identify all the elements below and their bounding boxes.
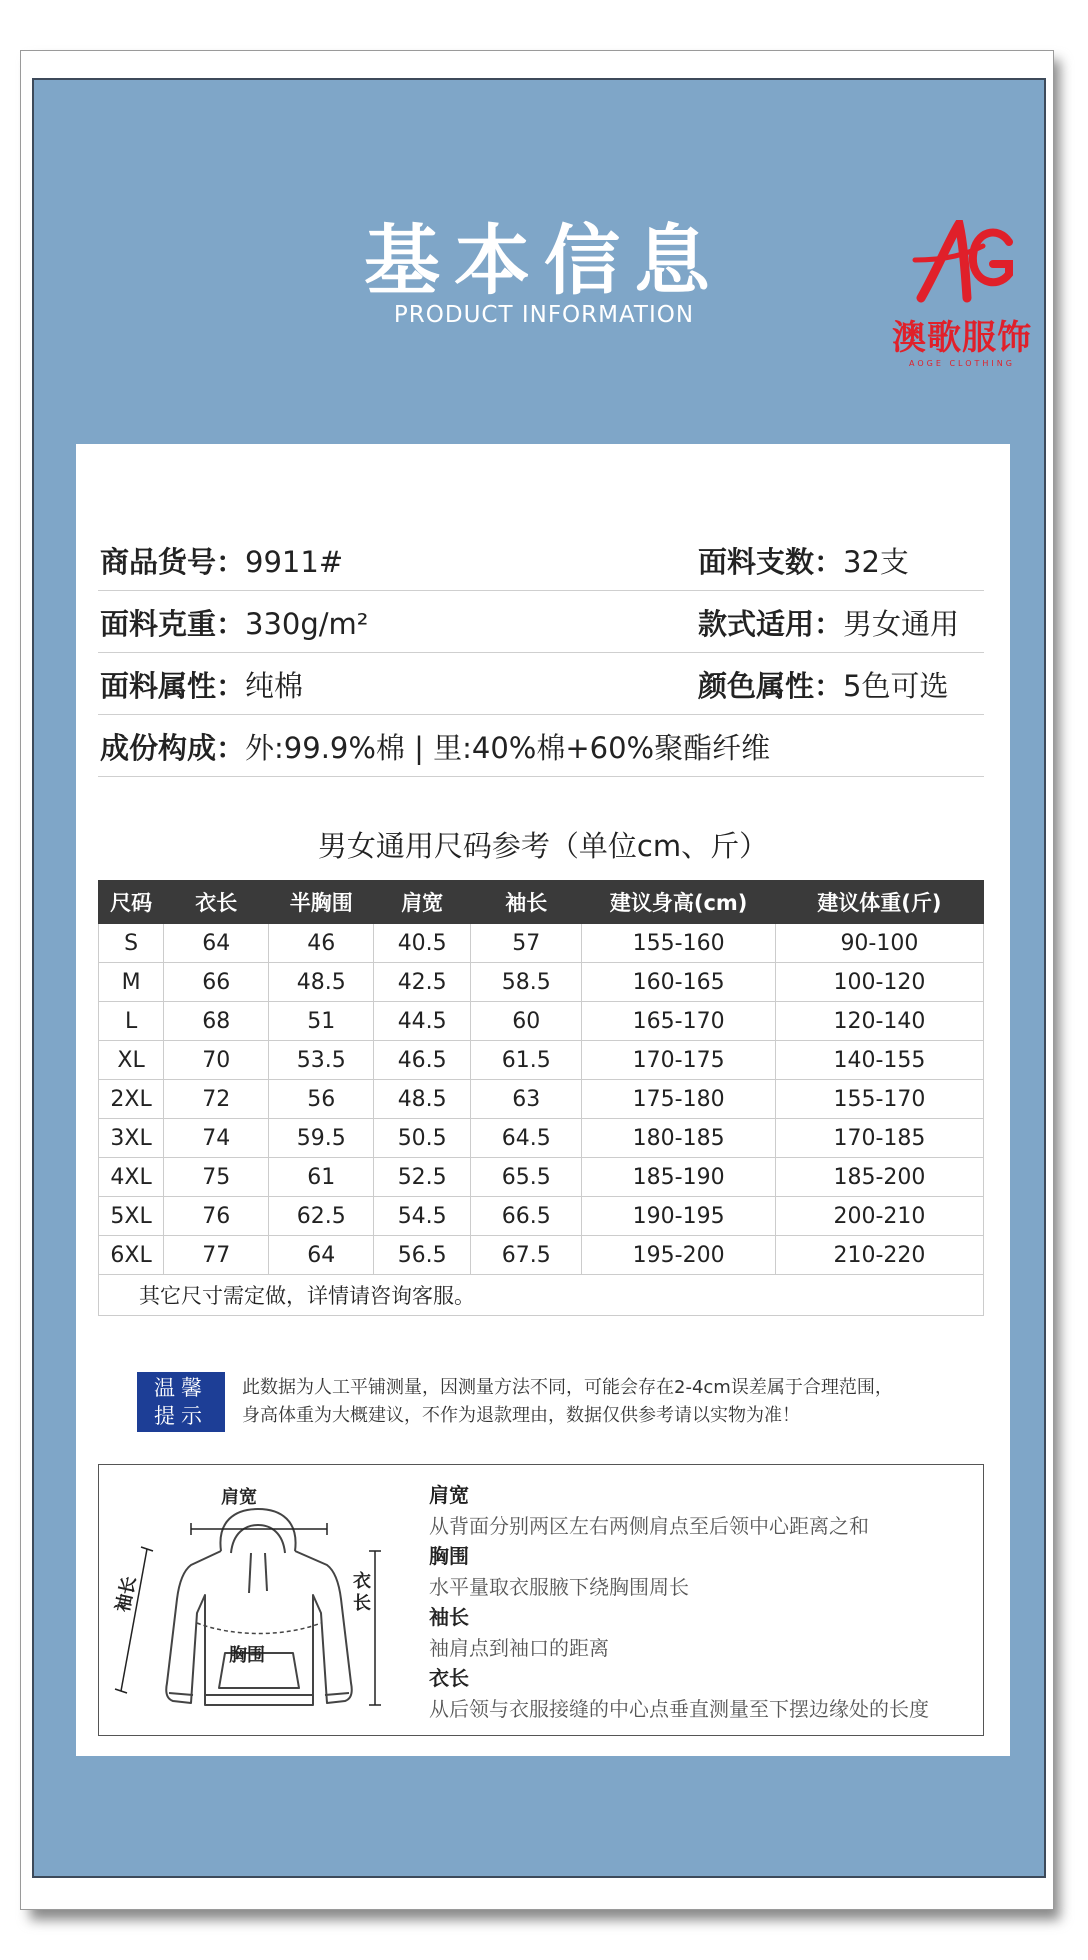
table-cell: 57 [471, 924, 582, 963]
table-cell: 67.5 [471, 1236, 582, 1275]
table-cell: 200-210 [775, 1197, 983, 1236]
table-cell: 60 [471, 1002, 582, 1041]
measurement-guide [98, 1464, 984, 1736]
measure-item-title: 肩宽 [429, 1483, 469, 1507]
table-cell: 66 [164, 963, 269, 1002]
info-value: 9911# [245, 545, 344, 579]
table-cell: 170-175 [582, 1041, 775, 1080]
table-cell: M [99, 963, 164, 1002]
table-note: 其它尺寸需定做，详情请咨询客服。 [99, 1275, 984, 1316]
measure-item [429, 1601, 989, 1661]
table-row [99, 924, 984, 963]
table-cell: 65.5 [471, 1158, 582, 1197]
table-row [99, 1041, 984, 1080]
info-row [98, 652, 984, 715]
table-cell: XL [99, 1041, 164, 1080]
table-cell: 155-170 [775, 1080, 983, 1119]
table-cell: 61.5 [471, 1041, 582, 1080]
table-cell: 54.5 [374, 1197, 471, 1236]
table-cell: 64 [269, 1236, 374, 1275]
table-cell: 190-195 [582, 1197, 775, 1236]
table-cell: 66.5 [471, 1197, 582, 1236]
table-cell: 64.5 [471, 1119, 582, 1158]
page-subtitle: PRODUCT INFORMATION [393, 302, 695, 328]
table-cell: 46 [269, 924, 374, 963]
table-cell: 175-180 [582, 1080, 775, 1119]
table-cell: 53.5 [269, 1041, 374, 1080]
table-cell: 59.5 [269, 1119, 374, 1158]
table-cell: 90-100 [775, 924, 983, 963]
table-row [99, 1236, 984, 1275]
size-table [98, 880, 984, 1316]
measure-item-title: 胸围 [429, 1544, 469, 1568]
table-cell: 160-165 [582, 963, 775, 1002]
table-cell: 75 [164, 1158, 269, 1197]
table-row [99, 1080, 984, 1119]
info-value: 330g/m² [245, 607, 369, 641]
table-cell: 180-185 [582, 1119, 775, 1158]
measure-item-title: 衣长 [429, 1666, 469, 1690]
table-note-row [99, 1275, 984, 1316]
table-cell: 42.5 [374, 963, 471, 1002]
table-row [99, 1002, 984, 1041]
table-cell: 40.5 [374, 924, 471, 963]
info-panel [76, 444, 1010, 1756]
header-cell: 肩宽 [374, 881, 471, 924]
measure-item [429, 1662, 989, 1722]
info-label: 面料支数： [698, 545, 844, 579]
info-row [98, 590, 984, 653]
table-cell: 50.5 [374, 1119, 471, 1158]
composition-row [98, 714, 984, 777]
table-row [99, 1197, 984, 1236]
table-cell: 68 [164, 1002, 269, 1041]
table-cell: 56.5 [374, 1236, 471, 1275]
table-cell: 4XL [99, 1158, 164, 1197]
header-cell: 建议身高(cm) [582, 881, 775, 924]
info-value: 男女通用 [843, 607, 960, 641]
info-value: 5色可选 [843, 669, 949, 703]
table-cell: 6XL [99, 1236, 164, 1275]
info-label: 款式适用： [698, 607, 844, 641]
header-cell: 建议体重(斤) [775, 881, 983, 924]
table-cell: 185-200 [775, 1158, 983, 1197]
table-cell: 48.5 [374, 1080, 471, 1119]
table-cell: 44.5 [374, 1002, 471, 1041]
table-cell: 155-160 [582, 924, 775, 963]
table-cell: L [99, 1002, 164, 1041]
size-chart-title: 男女通用尺码参考（单位cm、斤） [317, 829, 769, 863]
table-cell: 58.5 [471, 963, 582, 1002]
info-label: 面料属性： [100, 669, 246, 703]
tip-badge [137, 1372, 225, 1432]
tip-line: 身高体重为大概建议，不作为退款理由，数据仅供参考请以实物为准！ [242, 1405, 800, 1426]
measure-item-desc: 从后领与衣服接缝的中心点垂直测量至下摆边缘处的长度 [429, 1697, 929, 1721]
info-label: 颜色属性： [698, 669, 844, 703]
measure-item-title: 袖长 [429, 1605, 469, 1629]
table-cell: S [99, 924, 164, 963]
table-cell: 56 [269, 1080, 374, 1119]
info-label: 成份构成： [100, 731, 246, 765]
table-cell: 140-155 [775, 1041, 983, 1080]
diagram-label-shoulder: 肩宽 [221, 1487, 257, 1508]
tip-line: 此数据为人工平铺测量，因测量方法不同，可能会存在2-4cm误差属于合理范围， [242, 1377, 893, 1398]
size-table-header [99, 881, 984, 924]
table-cell: 100-120 [775, 963, 983, 1002]
tip-badge-line: 提示 [154, 1404, 208, 1428]
table-row [99, 963, 984, 1002]
measure-item-desc: 水平量取衣服腋下绕胸围周长 [429, 1575, 689, 1599]
tip-text [242, 1374, 982, 1430]
measure-item [429, 1540, 989, 1600]
header-cell: 尺码 [99, 881, 164, 924]
diagram-label-length: 衣长 [353, 1571, 371, 1614]
table-cell: 51 [269, 1002, 374, 1041]
table-cell: 185-190 [582, 1158, 775, 1197]
table-cell: 64 [164, 924, 269, 963]
table-cell: 5XL [99, 1197, 164, 1236]
measure-item-desc: 从背面分别两区左右两侧肩点至后领中心距离之和 [429, 1514, 869, 1538]
table-cell: 170-185 [775, 1119, 983, 1158]
brand-logo [872, 220, 1052, 370]
table-cell: 72 [164, 1080, 269, 1119]
brand-name-en: AOGE CLOTHING [909, 359, 1015, 368]
table-cell: 3XL [99, 1119, 164, 1158]
table-cell: 61 [269, 1158, 374, 1197]
info-row [98, 528, 984, 591]
table-cell: 74 [164, 1119, 269, 1158]
table-cell: 52.5 [374, 1158, 471, 1197]
table-cell: 195-200 [582, 1236, 775, 1275]
table-cell: 2XL [99, 1080, 164, 1119]
table-cell: 63 [471, 1080, 582, 1119]
table-cell: 76 [164, 1197, 269, 1236]
info-value: 32支 [843, 545, 909, 579]
measure-item [429, 1479, 989, 1539]
header-cell: 半胸围 [269, 881, 374, 924]
table-cell: 70 [164, 1041, 269, 1080]
measure-item-desc: 袖肩点到袖口的距离 [429, 1636, 609, 1660]
table-cell: 120-140 [775, 1002, 983, 1041]
table-cell: 165-170 [582, 1002, 775, 1041]
info-label: 商品货号： [100, 545, 246, 579]
table-cell: 62.5 [269, 1197, 374, 1236]
table-row [99, 1119, 984, 1158]
table-cell: 46.5 [374, 1041, 471, 1080]
brand-mark-icon [907, 220, 1017, 304]
diagram-label-sleeve: 袖长 [112, 1574, 141, 1615]
table-cell: 48.5 [269, 963, 374, 1002]
header-cell: 袖长 [471, 881, 582, 924]
brand-name: 澳歌服饰 [892, 318, 1032, 358]
info-value: 纯棉 [245, 669, 304, 703]
diagram-label-chest: 胸围 [229, 1645, 265, 1666]
tip-badge-line: 温馨 [154, 1376, 208, 1400]
table-cell: 77 [164, 1236, 269, 1275]
table-cell: 210-220 [775, 1236, 983, 1275]
page-title: 基本信息 [364, 216, 724, 305]
header-cell: 衣长 [164, 881, 269, 924]
info-label: 面料克重： [100, 607, 246, 641]
table-row [99, 1158, 984, 1197]
composition-value: 外:99.9%棉 | 里:40%棉+60%聚酯纤维 [245, 731, 771, 765]
